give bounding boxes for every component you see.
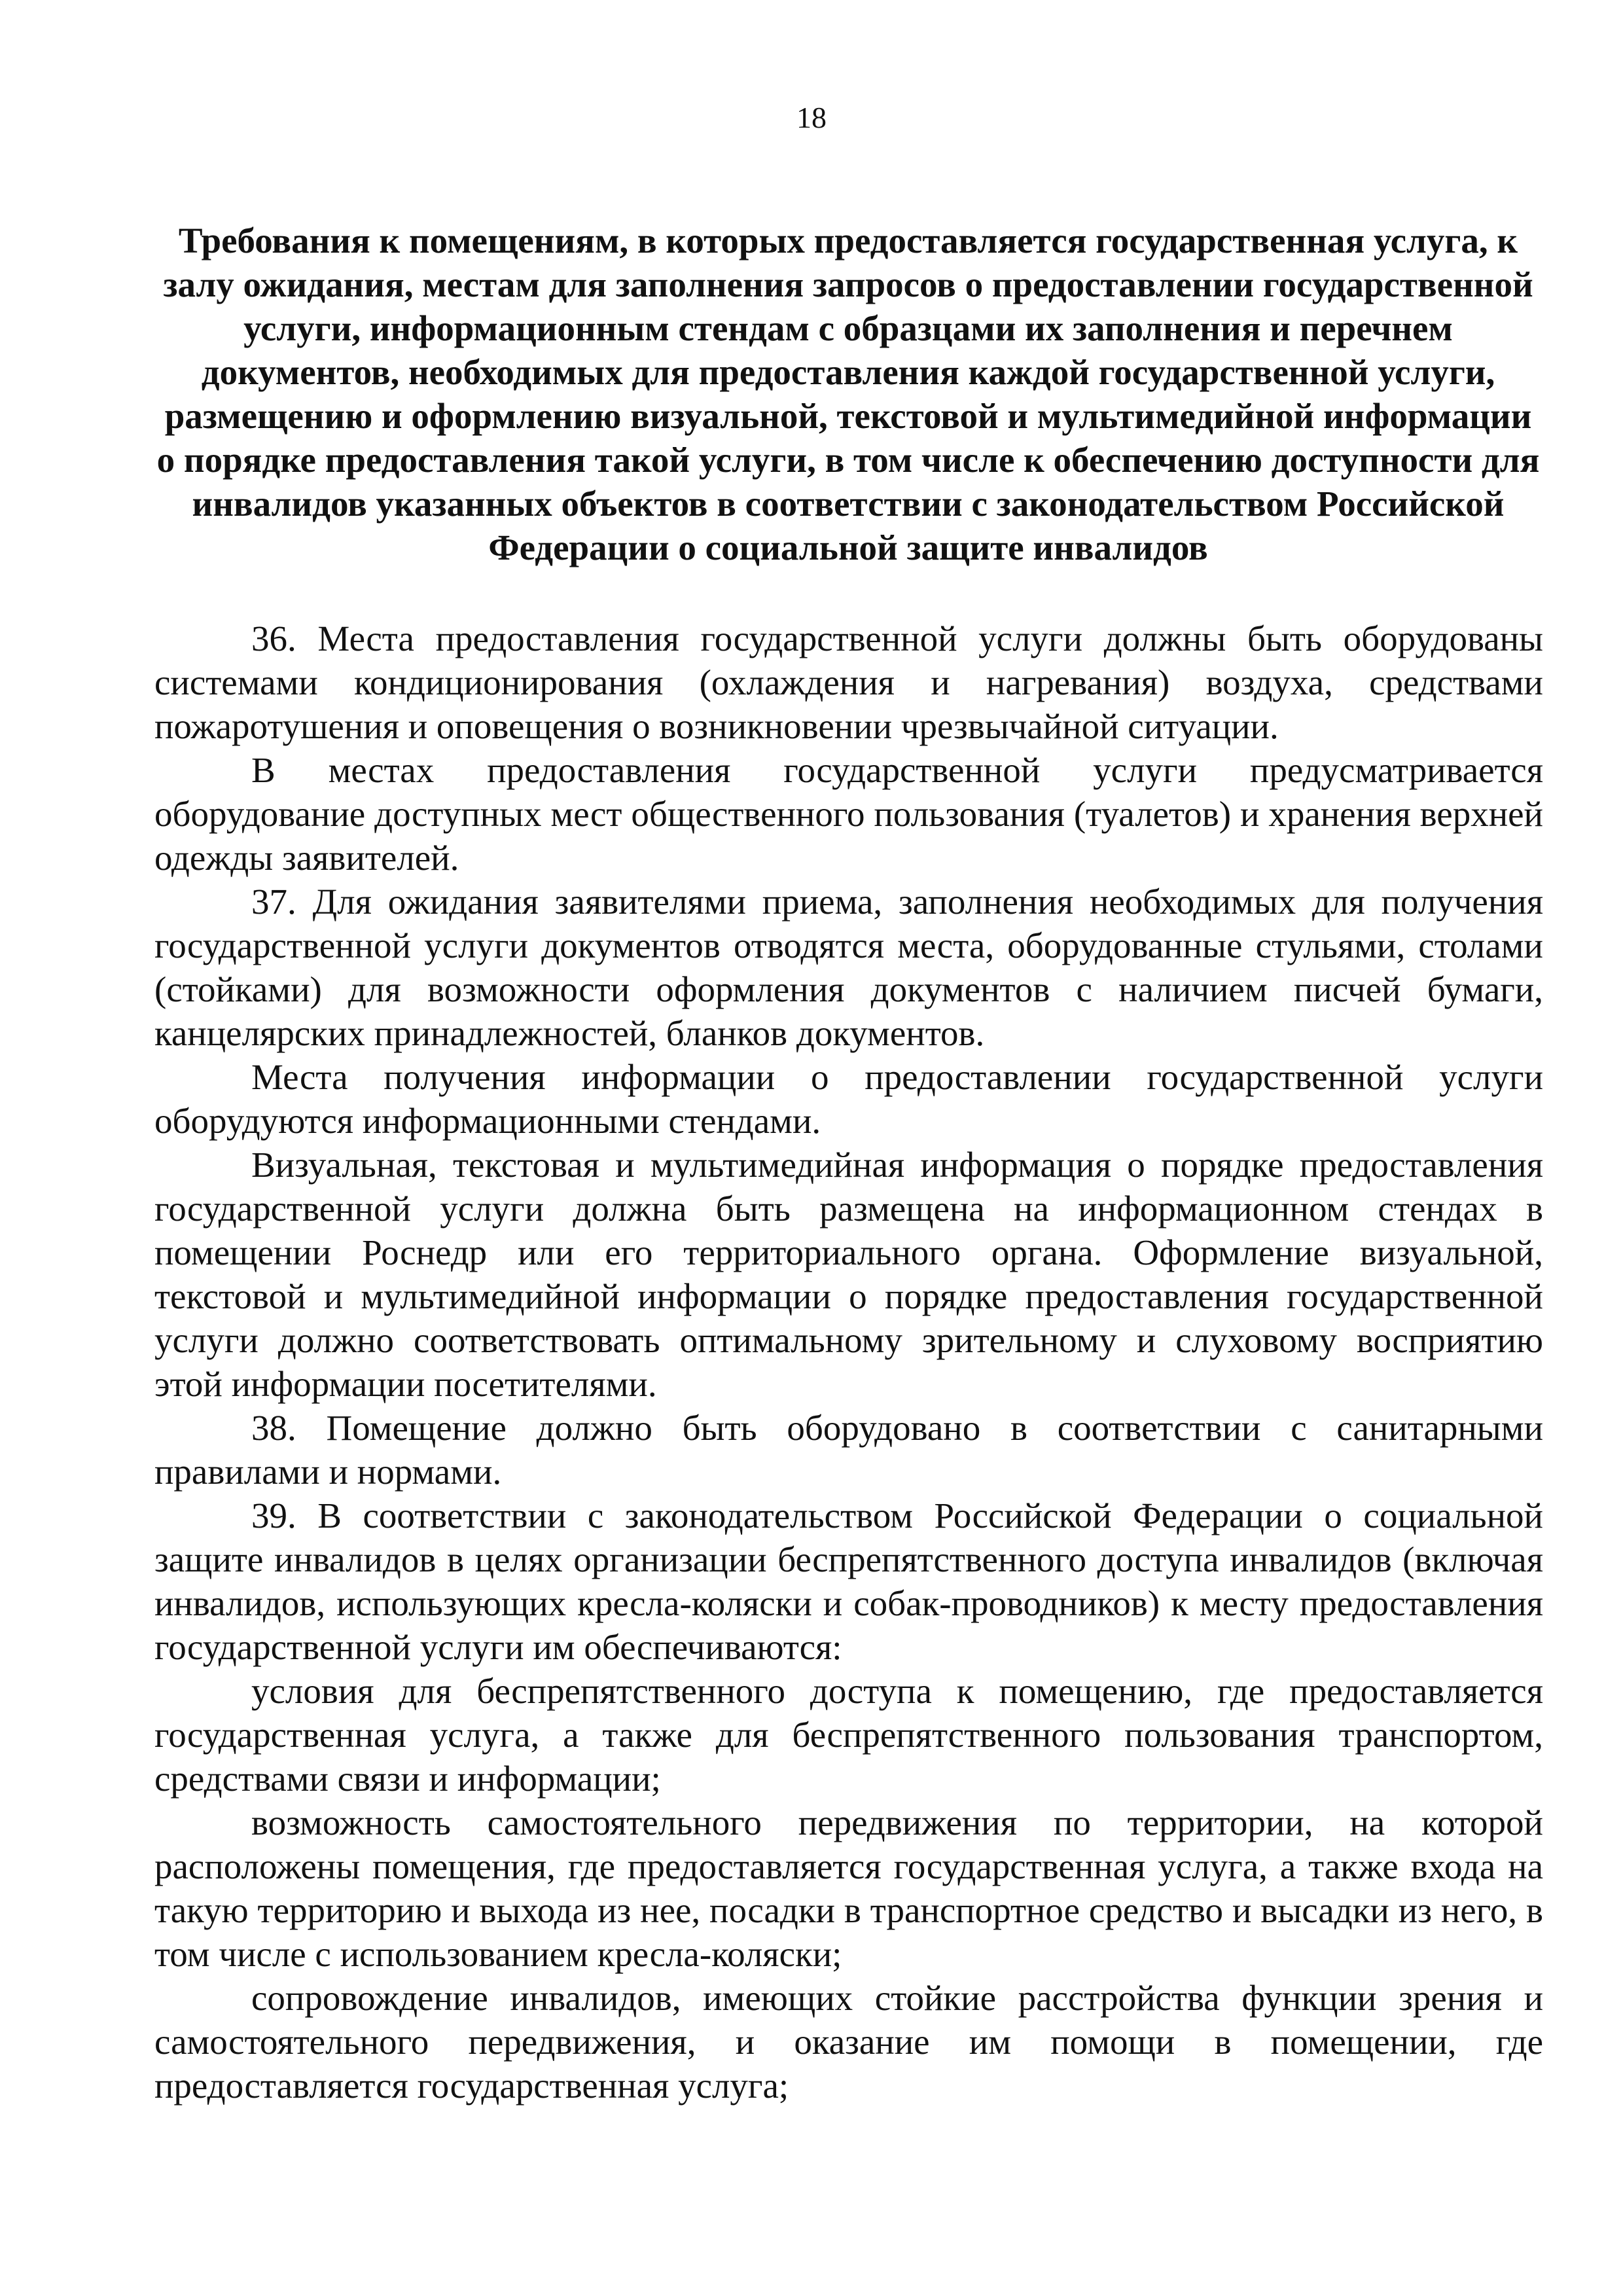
heading-line: услуги, информационным стендам с образцами их заполнения и перечнем: [243, 308, 1453, 348]
paragraph: возможность самостоятельного передвижения по территории, на которой расположены помещения, где предоставляется государственная услуга, а также входа на такую территорию и выхода из нее, посадки в транспортное средство и высадки из него, в том числе с использованием кресла-коляски;: [154, 1803, 1543, 1974]
heading-line: документов, необходимых для предоставления каждой государственной услуги,: [201, 352, 1495, 392]
paragraph: Визуальная, текстовая и мультимедийная информация о порядке предоставления государственной услуги должна быть размещена на информационном стендах в помещении Роснедр или его территориального органа. Оформление визуальной, текстовой и мультимедийной информации о порядке предоставления государственной услуги должно соответствовать оптимальному зрительному и слуховому восприятию этой информации посетителями.: [154, 1145, 1543, 1404]
paragraph: условия для беспрепятственного доступа к помещению, где предоставляется государственная услуга, а также для беспрепятственного пользования транспортом, средствами связи и информации;: [154, 1671, 1543, 1799]
heading-line: размещению и оформлению визуальной, текстовой и мультимедийной информации: [164, 396, 1532, 436]
section-heading: [154, 219, 1542, 569]
heading-line: Требования к помещениям, в которых предоставляется государственная услуга, к: [178, 221, 1518, 260]
paragraph: сопровождение инвалидов, имеющих стойкие расстройства функции зрения и самостоятельного передвижения, и оказание им помощи в помещении, где предоставляется государственная услуга;: [154, 1978, 1543, 2106]
heading-line: Федерации о социальной защите инвалидов: [488, 528, 1208, 567]
document-body: [154, 617, 1543, 2108]
heading-line: залу ожидания, местам для заполнения запросов о предоставлении государственной: [163, 264, 1533, 304]
heading-line: о порядке предоставления такой услуги, в том числе к обеспечению доступности для: [156, 440, 1540, 480]
heading-line: инвалидов указанных объектов в соответствии с законодательством Российской: [192, 484, 1505, 524]
paragraph: Места получения информации о предоставлении государственной услуги оборудуются информационными стендами.: [154, 1057, 1543, 1141]
paragraph-36: 36. Места предоставления государственной услуги должны быть оборудованы системами кондиционирования (охлаждения и нагревания) воздуха, средствами пожаротушения и оповещения о возникновении чрезвычайной ситуации.: [154, 619, 1543, 746]
page-number: 18: [796, 101, 827, 134]
paragraph-39: 39. В соответствии с законодательством Российской Федерации о социальной защите инвалидов в целях организации беспрепятственного доступа инвалидов (включая инвалидов, использующих кресла-коляски и собак-проводников) к месту предоставления государственной услуги им обеспечиваются:: [154, 1496, 1543, 1667]
paragraph-38: 38. Помещение должно быть оборудовано в соответствии с санитарными правилами и нормами.: [154, 1408, 1543, 1492]
paragraph: В местах предоставления государственной услуги предусматривается оборудование доступных мест общественного пользования (туалетов) и хранения верхней одежды заявителей.: [154, 750, 1543, 878]
paragraph-37: 37. Для ожидания заявителями приема, заполнения необходимых для получения государственной услуги документов отводятся места, оборудованные стульями, столами (стойками) для возможности оформления документов с наличием писчей бумаги, канцелярских принадлежностей, бланков документов.: [154, 882, 1543, 1053]
